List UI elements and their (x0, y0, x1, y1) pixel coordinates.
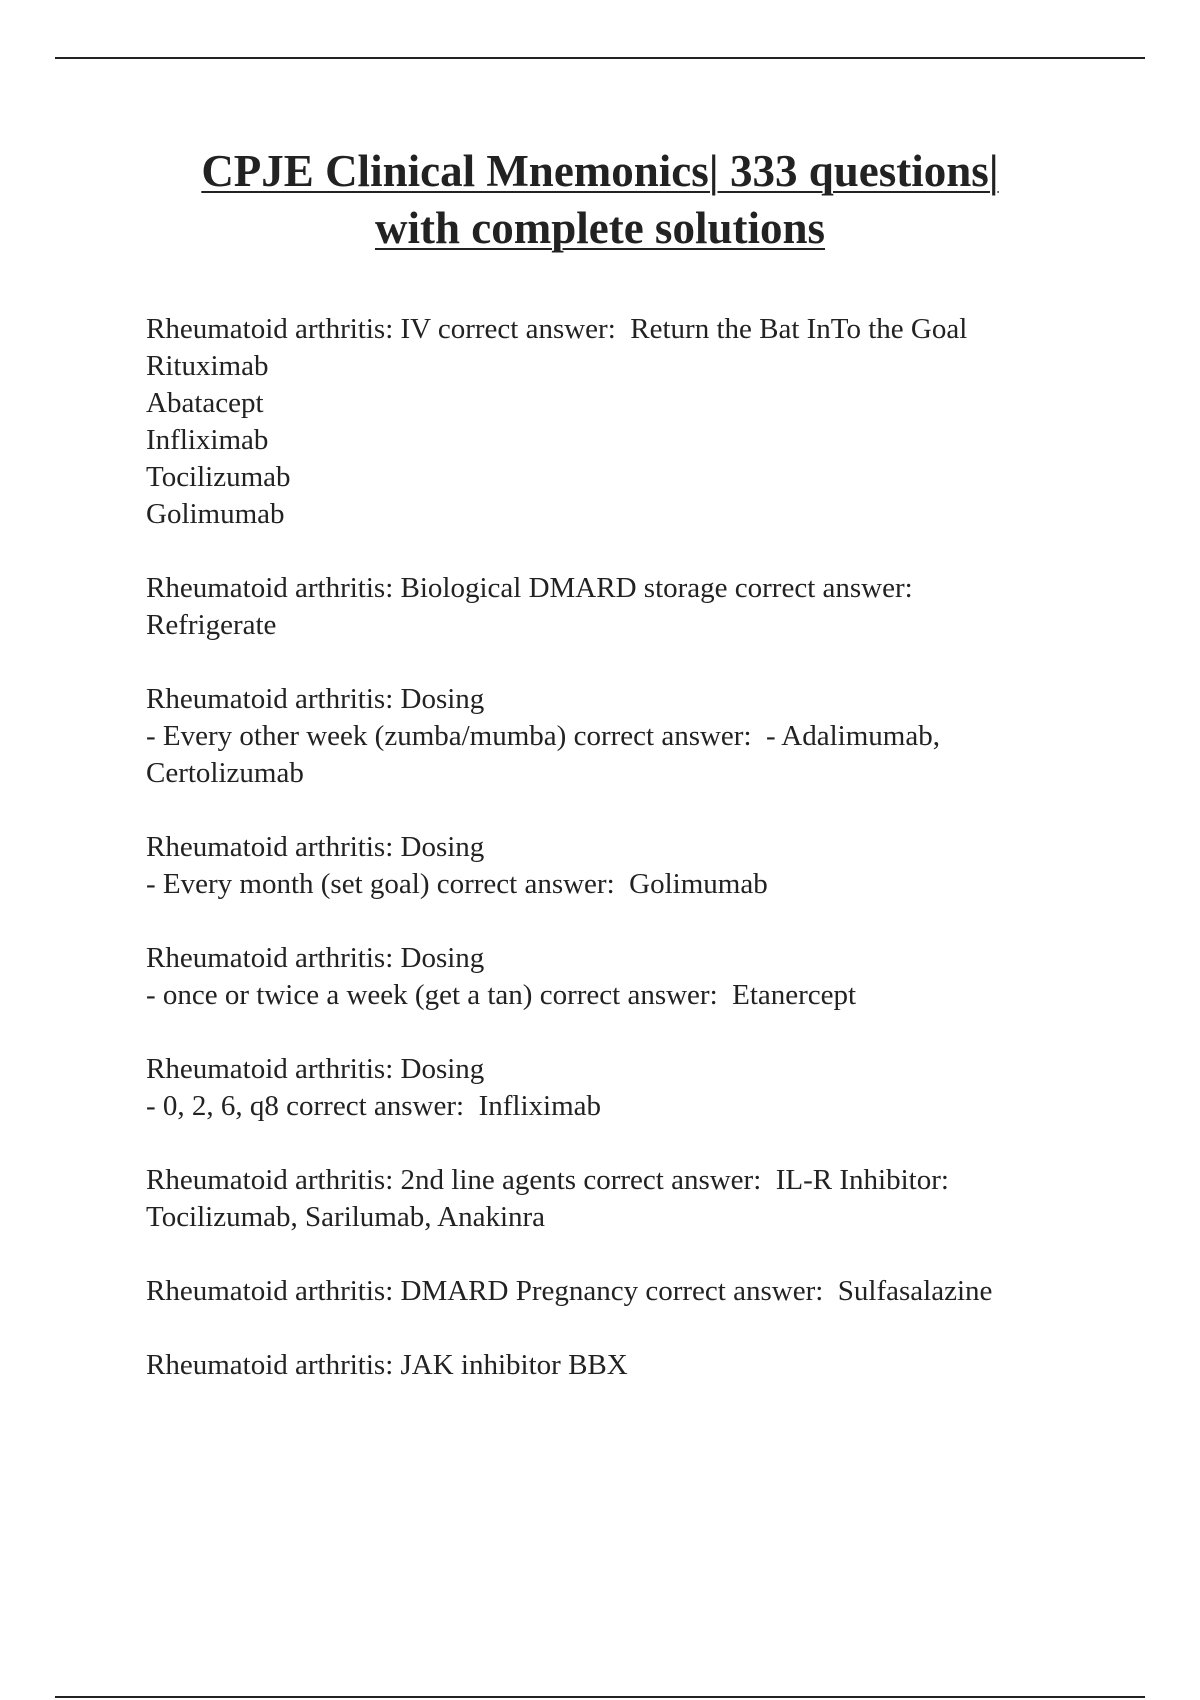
qa-line: Tocilizumab (146, 461, 291, 493)
qa-entry (146, 1273, 1146, 1310)
top-divider (55, 57, 1145, 59)
title-line: with complete solutions (375, 203, 825, 253)
qa-line: Infliximab (146, 424, 269, 456)
qa-entry (146, 570, 1146, 644)
qa-entry (146, 1051, 1146, 1125)
qa-line: Rheumatoid arthritis: Biological DMARD storage correct answer: (146, 572, 913, 604)
qa-line: Abatacept (146, 387, 264, 419)
qa-line: - Every month (set goal) correct answer: Golimumab (146, 868, 768, 900)
qa-entry (146, 311, 1146, 533)
qa-line: Rheumatoid arthritis: Dosing (146, 831, 485, 863)
qa-line: Rheumatoid arthritis: 2nd line agents correct answer: IL-R Inhibitor: (146, 1164, 949, 1196)
qa-entry (146, 829, 1146, 903)
qa-line: Certolizumab (146, 757, 304, 789)
document-title (100, 143, 1100, 257)
bottom-divider (55, 1696, 1145, 1698)
qa-line: Golimumab (146, 498, 285, 530)
qa-entry (146, 1162, 1146, 1236)
qa-line: Rheumatoid arthritis: JAK inhibitor BBX (146, 1349, 628, 1381)
qa-line: Rheumatoid arthritis: IV correct answer: Return the Bat InTo the Goal (146, 313, 968, 345)
qa-list (146, 311, 1146, 1421)
title-line: CPJE Clinical Mnemonics| 333 questions| (201, 146, 999, 196)
qa-line: Rheumatoid arthritis: Dosing (146, 683, 485, 715)
qa-line: Rheumatoid arthritis: Dosing (146, 942, 485, 974)
qa-line: - Every other week (zumba/mumba) correct answer: - Adalimumab, (146, 720, 940, 752)
qa-entry (146, 681, 1146, 792)
qa-entry (146, 940, 1146, 1014)
qa-line: Rituximab (146, 350, 269, 382)
qa-line: - once or twice a week (get a tan) correct answer: Etanercept (146, 979, 857, 1011)
qa-line: Rheumatoid arthritis: DMARD Pregnancy correct answer: Sulfasalazine (146, 1275, 993, 1307)
qa-line: Tocilizumab, Sarilumab, Anakinra (146, 1201, 546, 1233)
qa-line: Rheumatoid arthritis: Dosing (146, 1053, 485, 1085)
qa-entry (146, 1347, 1146, 1384)
qa-line: Refrigerate (146, 609, 277, 641)
qa-line: - 0, 2, 6, q8 correct answer: Infliximab (146, 1090, 601, 1122)
